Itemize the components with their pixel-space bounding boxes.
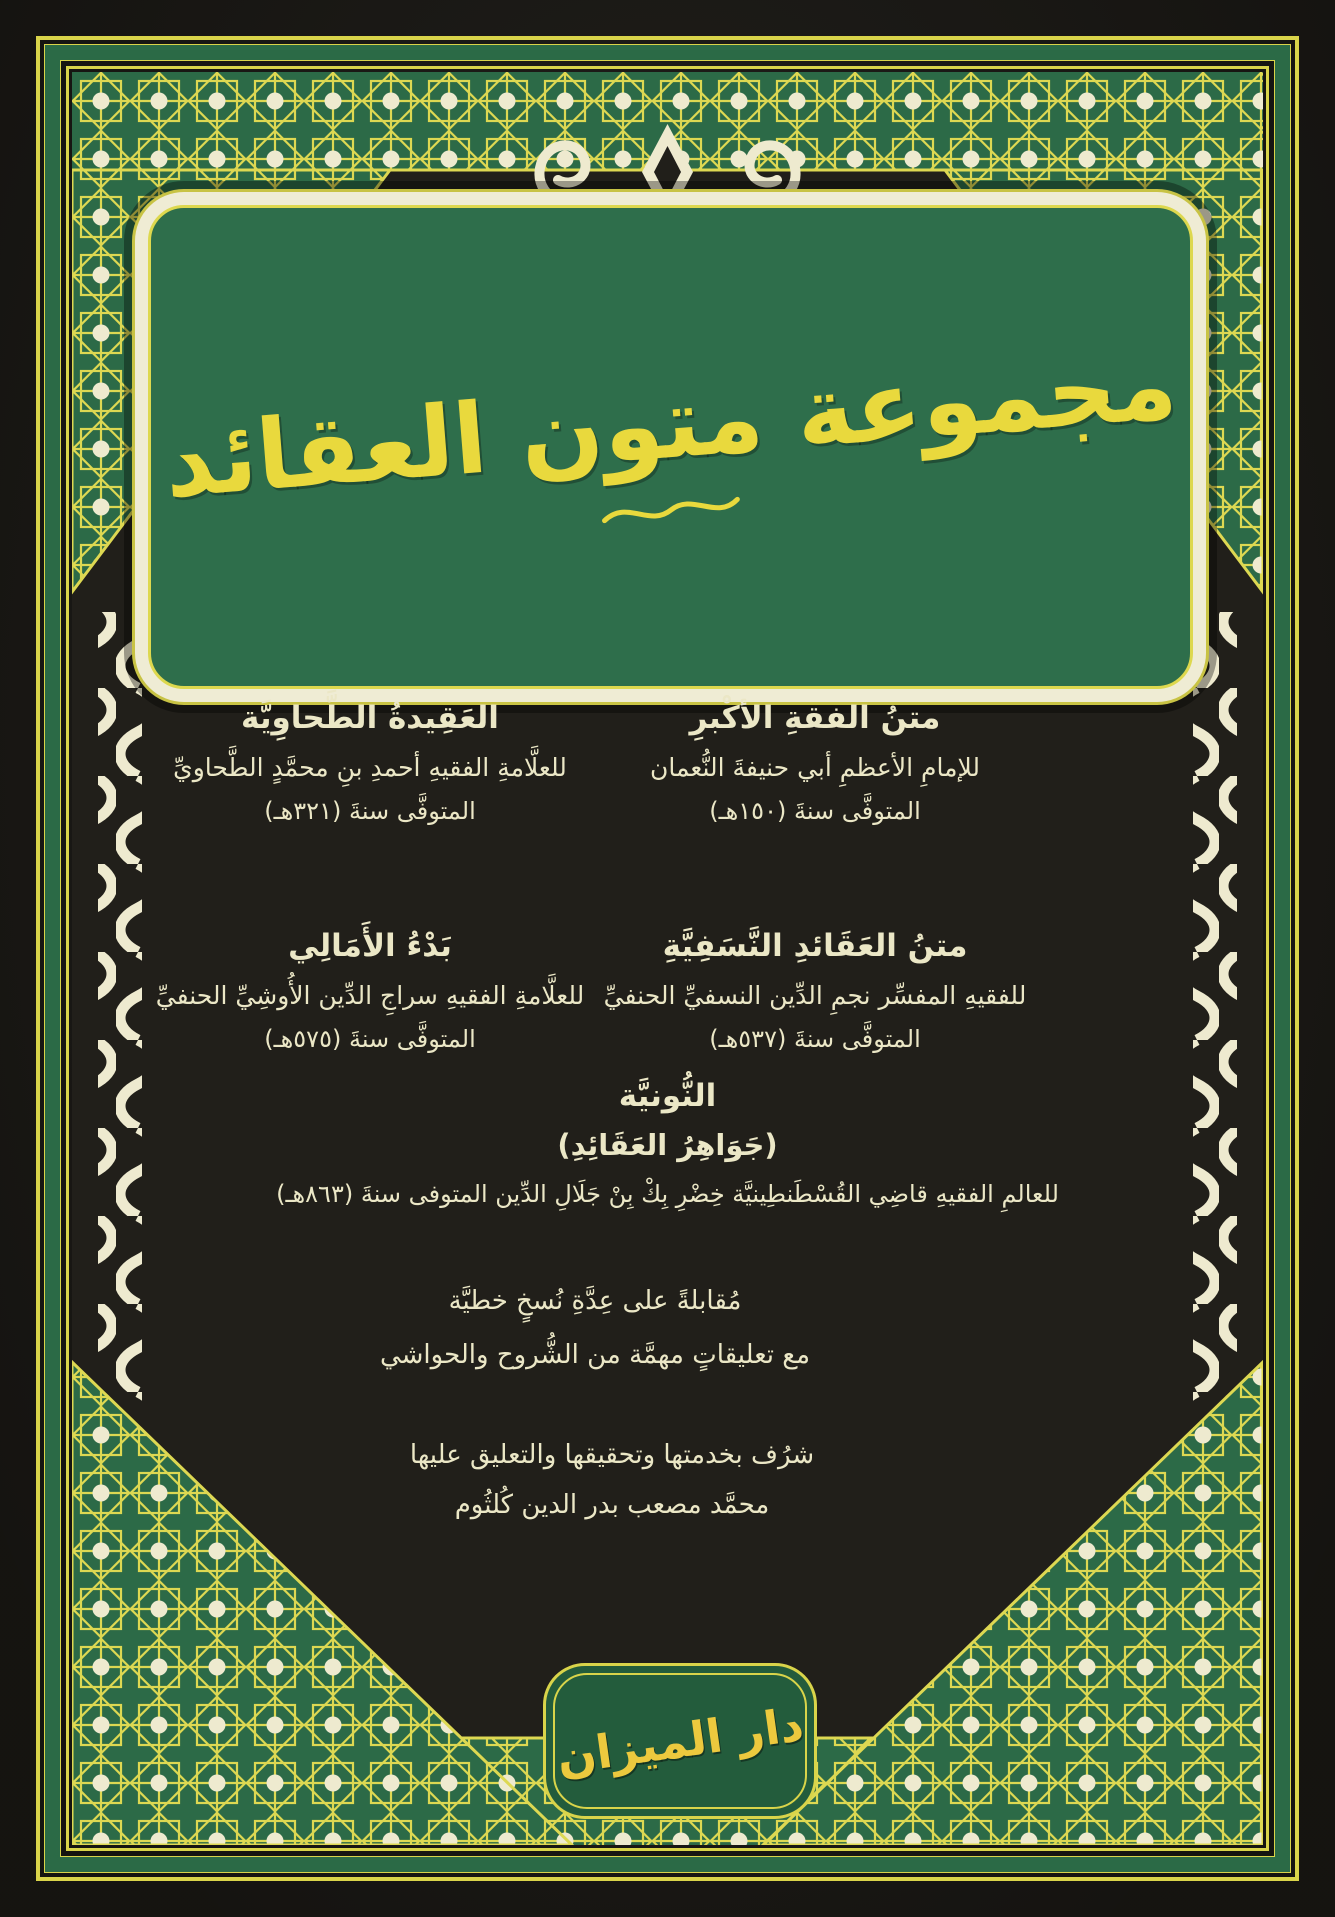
edition-note-line: مع تعليقاتٍ مهمَّة من الشُّروح والحواشي [379,1340,811,1370]
work-title: العَقِيدةُ الطَّحاوِيَّة [241,700,499,736]
work-death-year: المتوفَّى سنةَ (١٥٠هـ) [709,797,921,825]
editor-name: محمَّد مصعب بدر الدين كُلثُوم [454,1490,770,1520]
work-title: بَدْءُ الأَمَالِي [288,928,452,964]
title-panel [148,205,1193,689]
work-author: للعلَّامةِ الفقيهِ أحمدِ بنِ محمَّدٍ الطَّحاويِّ [173,753,567,782]
work-death-year: المتوفَّى سنةَ (٥٣٧هـ) [709,1025,921,1053]
work-bad-al-amali [140,928,600,1053]
book-title: مجموعة متون العقائد [160,326,1181,520]
title-flourish-icon [594,488,746,532]
work-subtitle: (جَوَاهِرُ العَقَائِدِ) [557,1128,778,1162]
work-author-line: للعالمِ الفقيهِ قاضِي القُسْطَنطِينيَّة خِضْرِ بِكْ بِنْ جَلَالِ الدِّين المتوفى سنةَ (٨٦٣هـ) [276,1180,1059,1208]
work-author: للفقيهِ المفسِّر نجمِ الدِّين النسفيِّ الحنفيِّ [603,981,1027,1010]
work-fiqh-al-akbar [580,700,1050,825]
work-author: للعلَّامةِ الفقيهِ سراجِ الدِّين الأُوشِيِّ الحنفيِّ [155,981,585,1010]
edition-notes [95,1286,1095,1394]
editor-intro: شرُف بخدمتها وتحقيقها والتعليق عليها [409,1440,815,1470]
work-nuniyya [150,1078,1185,1208]
work-death-year: المتوفَّى سنةَ (٥٧٥هـ) [264,1025,476,1053]
work-title: متنُ العَقَائدِ النَّسَفِيَّةِ [662,928,968,964]
work-aqaid-nasafiyya [580,928,1050,1053]
work-title: متنُ الفقةِ الأكْبرِ [689,700,941,736]
editor-credits [112,1440,1112,1540]
publisher-logo [543,1663,817,1819]
work-death-year: المتوفَّى سنةَ (٣٢١هـ) [264,797,476,825]
work-title: النُّونيَّة [618,1078,717,1114]
work-author: للإمامِ الأعظمِ أبي حنيفةَ النُّعمان [649,753,980,782]
publisher-name: دار الميزان [553,1696,807,1786]
work-aqida-tahawiyya [140,700,600,825]
edition-note-line: مُقابلةً على عِدَّةِ نُسخٍ خطيَّة [448,1286,742,1316]
